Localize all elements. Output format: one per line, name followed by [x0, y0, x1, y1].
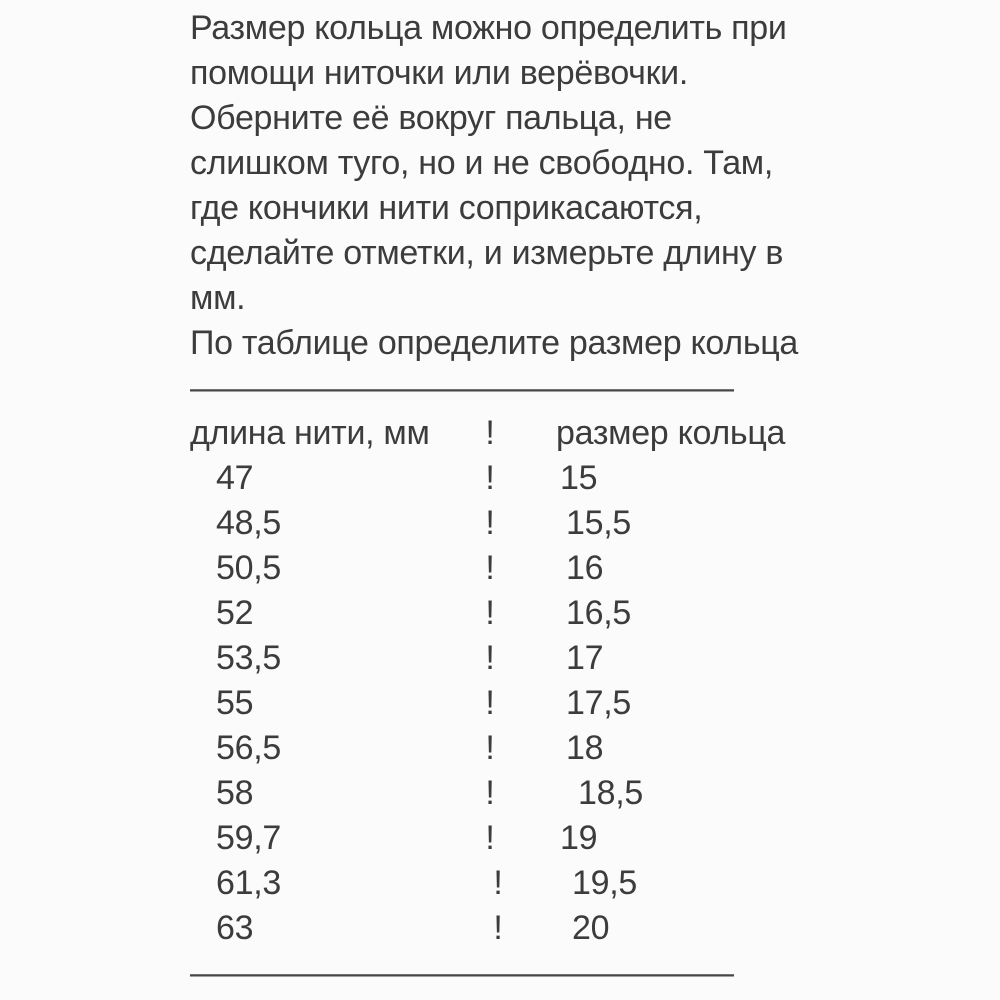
table-row — [190, 456, 800, 501]
ring-size-value: 20 — [572, 909, 610, 947]
size-column-header: размер кольца — [556, 414, 786, 452]
paragraph-line: где кончики нити соприкасаются, — [190, 189, 703, 227]
column-separator: ! — [493, 864, 503, 902]
column-separator: ! — [485, 684, 495, 722]
ring-size-value: 15 — [560, 459, 598, 497]
paragraph-line: По таблице определите размер кольца — [190, 324, 799, 362]
paragraph-line: помощи ниточки или верёвочки. — [190, 54, 689, 92]
ring-size-value: 19 — [560, 819, 598, 857]
bottom-divider-line: ———————————————— — [190, 954, 734, 992]
column-separator: ! — [485, 459, 495, 497]
paragraph-line: сделайте отметки, и измерьте длину в — [190, 234, 784, 272]
thread-length-value: 59,7 — [216, 819, 281, 857]
table-row — [190, 501, 800, 546]
table-row — [190, 681, 800, 726]
column-separator: ! — [493, 909, 503, 947]
table-row — [190, 636, 800, 681]
table-row — [190, 861, 800, 906]
ring-size-value: 17 — [566, 639, 604, 677]
ring-size-value: 16,5 — [566, 594, 631, 632]
thread-length-value: 58 — [216, 774, 254, 812]
paragraph-line: слишком туго, но и не свободно. Там, — [190, 144, 774, 182]
column-separator: ! — [485, 414, 495, 452]
thread-length-value: 55 — [216, 684, 254, 722]
column-separator: ! — [485, 774, 495, 812]
column-separator: ! — [485, 504, 495, 542]
table-header-row — [190, 411, 800, 456]
table-row — [190, 546, 800, 591]
intro-paragraph — [190, 6, 800, 366]
ring-size-table — [190, 411, 800, 951]
ring-size-value: 17,5 — [566, 684, 631, 722]
paragraph-line: Размер кольца можно определить при — [190, 9, 787, 47]
column-separator: ! — [485, 729, 495, 767]
thread-length-value: 63 — [216, 909, 254, 947]
ring-size-value: 18 — [566, 729, 604, 767]
thread-length-value: 52 — [216, 594, 254, 632]
column-separator: ! — [485, 549, 495, 587]
thread-length-value: 47 — [216, 459, 254, 497]
thread-length-value: 53,5 — [216, 639, 281, 677]
table-row — [190, 771, 800, 816]
thread-length-value: 56,5 — [216, 729, 281, 767]
ring-size-value: 19,5 — [572, 864, 637, 902]
thread-length-value: 48,5 — [216, 504, 281, 542]
thread-length-value: 50,5 — [216, 549, 281, 587]
column-separator: ! — [485, 594, 495, 632]
table-row — [190, 816, 800, 861]
column-separator: ! — [485, 639, 495, 677]
table-row — [190, 906, 800, 951]
ring-size-value: 16 — [566, 549, 604, 587]
table-row — [190, 591, 800, 636]
table-row — [190, 726, 800, 771]
ring-size-value: 15,5 — [566, 504, 631, 542]
thread-length-value: 61,3 — [216, 864, 281, 902]
top-divider-line: ———————————————— — [190, 369, 734, 407]
paragraph-line: мм. — [190, 279, 246, 317]
paragraph-line: Оберните её вокруг пальца, не — [190, 99, 672, 137]
ring-size-value: 18,5 — [578, 774, 643, 812]
length-column-header: длина нити, мм — [190, 414, 430, 452]
column-separator: ! — [485, 819, 495, 857]
